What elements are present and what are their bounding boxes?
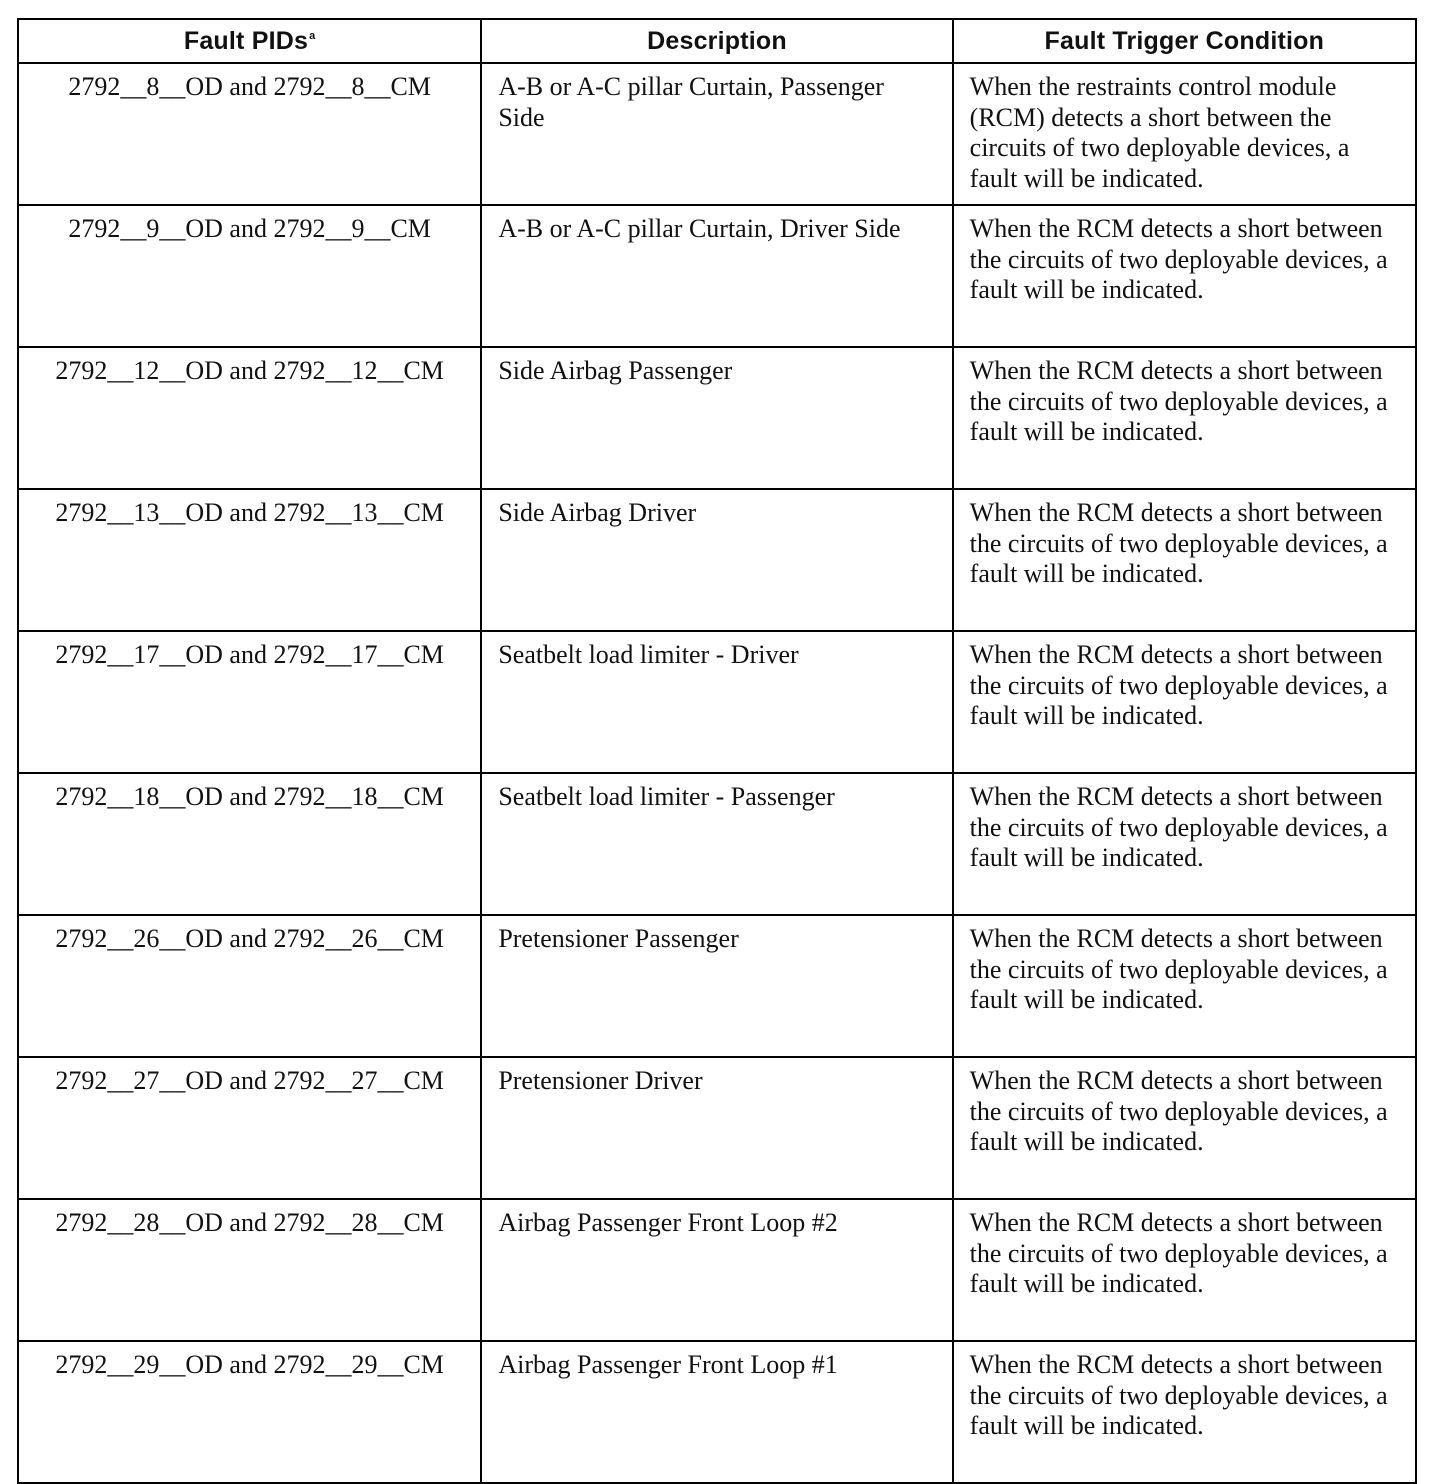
fault-pid-table: [17, 18, 1417, 1484]
trigger-condition-cell: When the RCM detects a short between the circuits of two deployable devices, a fault will be indicated.: [953, 773, 1416, 915]
trigger-condition-cell: When the RCM detects a short between the circuits of two deployable devices, a fault will be indicated.: [953, 631, 1416, 773]
table-row: [18, 1199, 1416, 1341]
trigger-condition-cell: When the RCM detects a short between the circuits of two deployable devices, a fault will be indicated.: [953, 1199, 1416, 1341]
header-description: Description: [481, 19, 952, 63]
trigger-condition-cell: When the RCM detects a short between the circuits of two deployable devices, a fault will be indicated.: [953, 915, 1416, 1057]
description-cell: Pretensioner Passenger: [481, 915, 952, 1057]
trigger-condition-cell: When the RCM detects a short between the circuits of two deployable devices, a fault will be indicated.: [953, 205, 1416, 347]
description-cell: Seatbelt load limiter - Passenger: [481, 773, 952, 915]
table-row: [18, 347, 1416, 489]
fault-pid-cell: 2792__29__OD and 2792__29__CM: [18, 1341, 481, 1483]
description-cell: Seatbelt load limiter - Driver: [481, 631, 952, 773]
fault-pid-cell: 2792__13__OD and 2792__13__CM: [18, 489, 481, 631]
description-cell: Airbag Passenger Front Loop #1: [481, 1341, 952, 1483]
table-row: [18, 63, 1416, 205]
trigger-condition-cell: When the RCM detects a short between the circuits of two deployable devices, a fault will be indicated.: [953, 1341, 1416, 1483]
trigger-condition-cell: When the RCM detects a short between the circuits of two deployable devices, a fault will be indicated.: [953, 347, 1416, 489]
fault-pid-cell: 2792__17__OD and 2792__17__CM: [18, 631, 481, 773]
table-row: [18, 773, 1416, 915]
header-fault-pids-label: Fault PIDs: [183, 26, 309, 55]
trigger-condition-cell: When the RCM detects a short between the circuits of two deployable devices, a fault will be indicated.: [953, 489, 1416, 631]
table-header-row: [18, 19, 1416, 63]
fault-pid-cell: 2792__12__OD and 2792__12__CM: [18, 347, 481, 489]
trigger-condition-cell: When the RCM detects a short between the circuits of two deployable devices, a fault will be indicated.: [953, 1057, 1416, 1199]
footnote-marker: a: [309, 29, 316, 42]
description-cell: Airbag Passenger Front Loop #2: [481, 1199, 952, 1341]
description-cell: Pretensioner Driver: [481, 1057, 952, 1199]
fault-pid-cell: 2792__26__OD and 2792__26__CM: [18, 915, 481, 1057]
table-row: [18, 205, 1416, 347]
table-row: [18, 631, 1416, 773]
table-row: [18, 1057, 1416, 1199]
fault-pid-cell: 2792__9__OD and 2792__9__CM: [18, 205, 481, 347]
fault-pid-cell: 2792__18__OD and 2792__18__CM: [18, 773, 481, 915]
fault-pid-cell: 2792__8__OD and 2792__8__CM: [18, 63, 481, 205]
trigger-condition-cell: When the restraints control module (RCM) detects a short between the circuits of two deployable devices, a fault will be indicated.: [953, 63, 1416, 205]
table-row: [18, 489, 1416, 631]
table-row: [18, 1341, 1416, 1483]
description-cell: A-B or A-C pillar Curtain, Passenger Side: [481, 63, 952, 205]
header-fault-pids: [18, 19, 481, 63]
description-cell: Side Airbag Driver: [481, 489, 952, 631]
header-fault-trigger-condition: Fault Trigger Condition: [953, 19, 1416, 63]
description-cell: Side Airbag Passenger: [481, 347, 952, 489]
fault-pid-cell: 2792__28__OD and 2792__28__CM: [18, 1199, 481, 1341]
description-cell: A-B or A-C pillar Curtain, Driver Side: [481, 205, 952, 347]
table-row: [18, 915, 1416, 1057]
fault-pid-cell: 2792__27__OD and 2792__27__CM: [18, 1057, 481, 1199]
